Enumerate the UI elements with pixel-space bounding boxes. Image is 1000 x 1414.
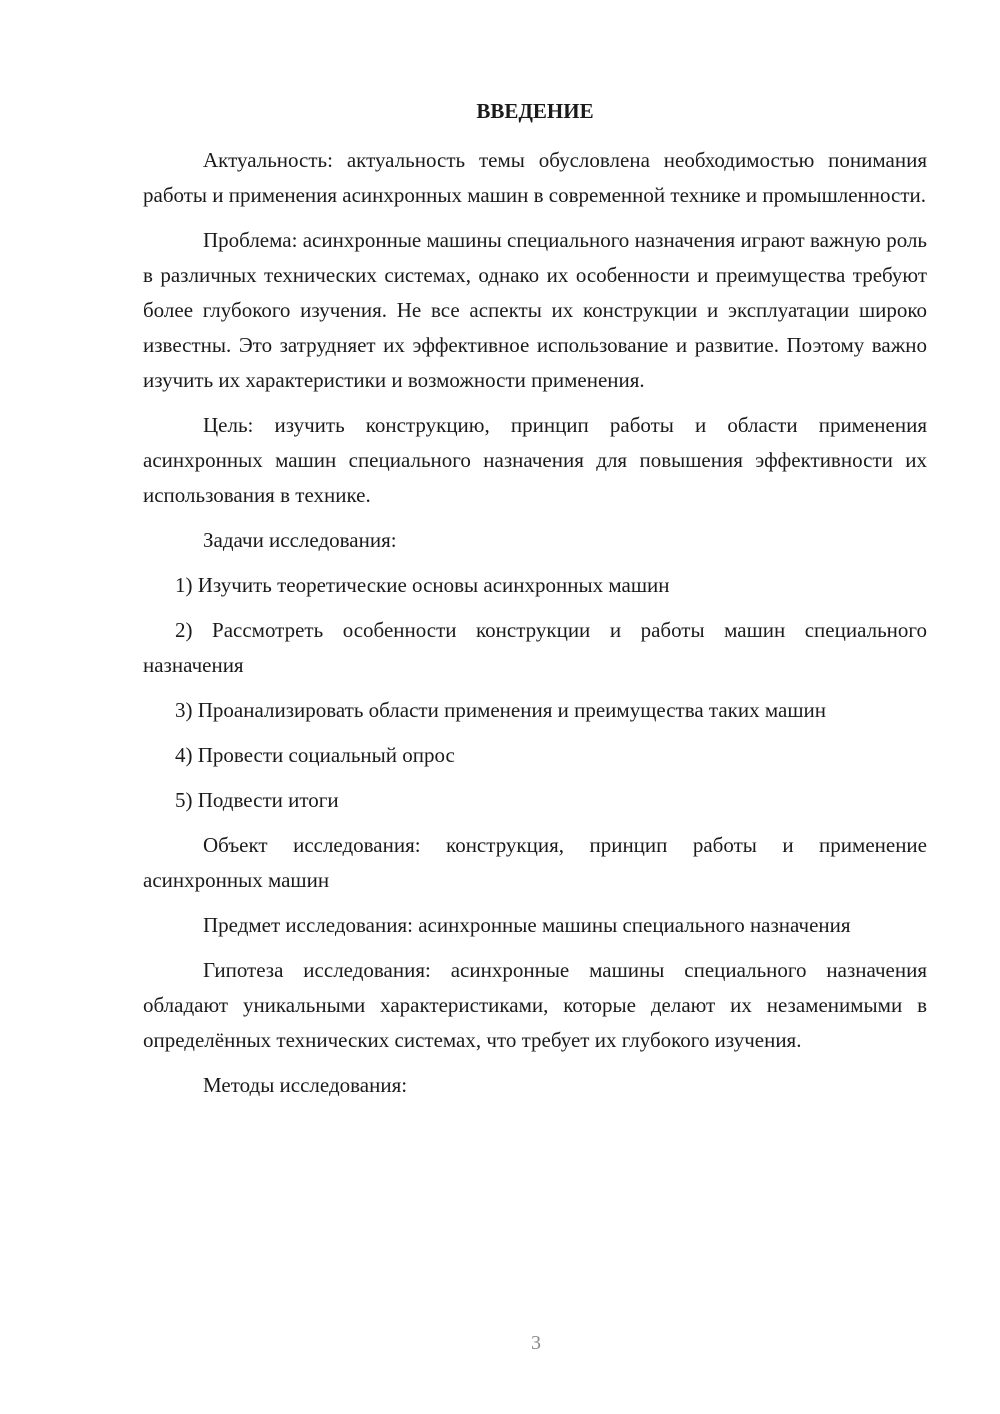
- subject-paragraph: Предмет исследования: асинхронные машины специального назначения: [203, 913, 851, 937]
- relevance-paragraph: Актуальность: актуальность темы обусловлена необходимостью понимания работы и применения асинхронных машин в современной технике и промышленности.: [143, 148, 927, 207]
- methods-heading: Методы исследования:: [203, 1073, 408, 1097]
- tasks-heading: Задачи исследования:: [203, 528, 397, 552]
- task-item: 3) Проанализировать области применения и преимущества таких машин: [175, 698, 826, 722]
- task-item: 5) Подвести итоги: [175, 788, 339, 812]
- problem-paragraph: Проблема: асинхронные машины специального назначения играют важную роль в различных технических системах, однако их особенности и преимущества требуют более глубокого изучения. Не все аспекты их конструкции и эксплуатации широко известны. Это затрудняет их эффективное использование и развитие. Поэтому важно изучить их характеристики и возможности применения.: [143, 228, 927, 392]
- section-title: ВВЕДЕНИЕ: [476, 99, 594, 123]
- document-page: [143, 94, 927, 1113]
- task-item: 4) Провести социальный опрос: [175, 743, 455, 767]
- goal-paragraph: Цель: изучить конструкцию, принцип работы и области применения асинхронных машин специального назначения для повышения эффективности их использования в технике.: [143, 413, 927, 507]
- task-item: 1) Изучить теоретические основы асинхронных машин: [175, 573, 670, 597]
- page-number: 3: [531, 1332, 541, 1354]
- object-paragraph: Объект исследования: конструкция, принцип работы и применение асинхронных машин: [143, 833, 927, 892]
- hypothesis-paragraph: Гипотеза исследования: асинхронные машины специального назначения обладают уникальными характеристиками, которые делают их незаменимыми в определённых технических системах, что требует их глубокого изучения.: [143, 958, 927, 1052]
- task-item: 2) Рассмотреть особенности конструкции и работы машин специального назначения: [143, 618, 927, 677]
